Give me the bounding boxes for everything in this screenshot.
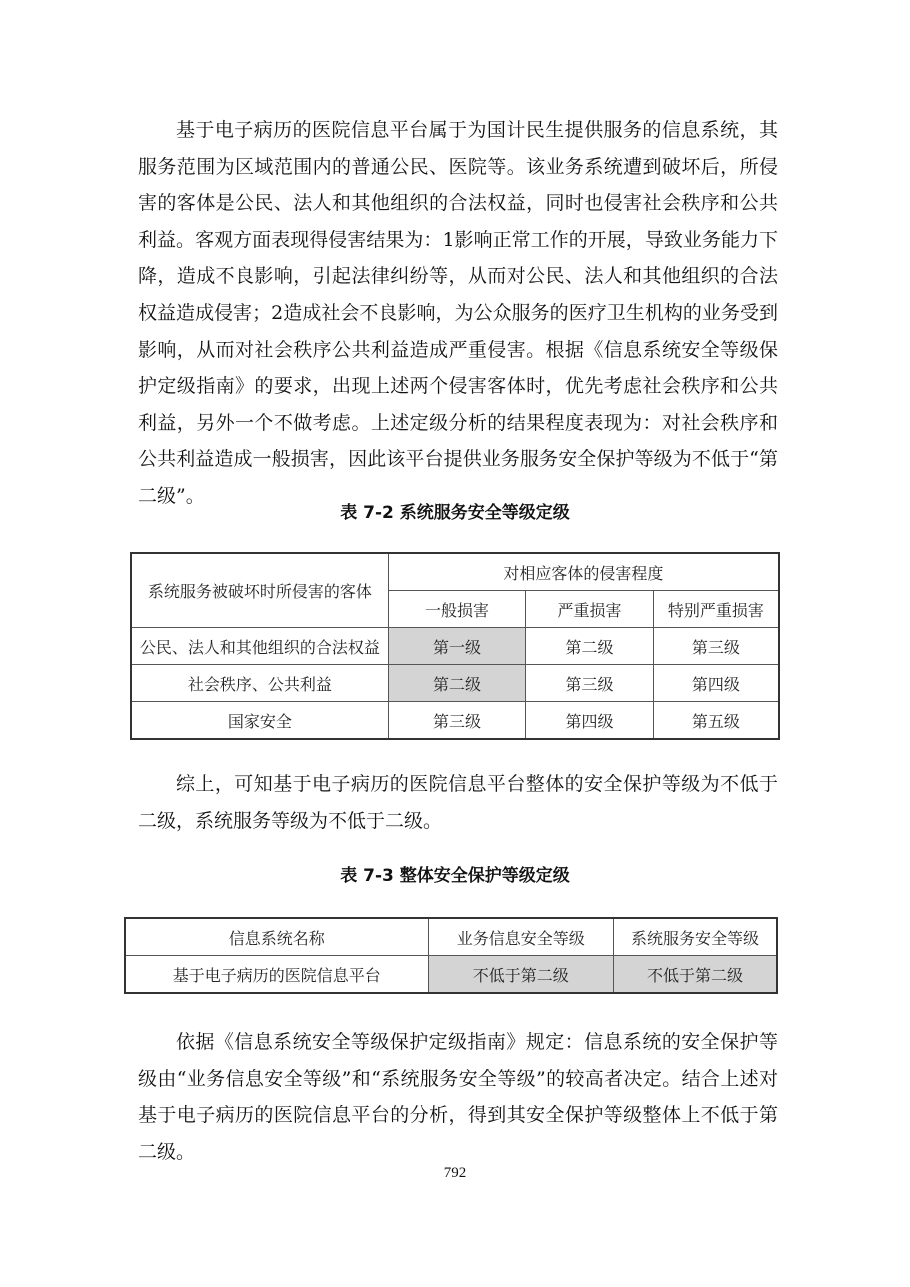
header-degree-cell: 对相应客体的侵害程度: [388, 553, 779, 591]
business-level-cell: 不低于第二级: [428, 956, 613, 994]
table-row: [131, 628, 779, 665]
intro-paragraph: 基于电子病历的医院信息平台属于为国计民生提供服务的信息系统，其服务范围为区域范围内的普通公民、医院等。该业务系统遭到破坏后，所侵害的客体是公民、法人和其他组织的合法权益，同时也侵害社会秩序和公共利益。客观方面表现得侵害结果为：1影响正常工作的开展，导致业务能力下降，造成不良影响，引起法律纠纷等，从而对公民、法人和其他组织的合法权益造成侵害；2造成社会不良影响，为公众服务的医疗卫生机构的业务受到影响，从而对社会秩序公共利益造成严重侵害。根据《信息系统安全等级保护定级指南》的要求，出现上述两个侵害客体时，优先考虑社会秩序和公共利益，另外一个不做考虑。上述定级分析的结果程度表现为：对社会秩序和公共利益造成一般损害，因此该平台提供业务服务安全保护等级为不低于“第二级”。: [138, 119, 778, 507]
table-7-3-caption: 表 7-3 整体安全保护等级定级: [340, 866, 570, 886]
row-object-cell: 公民、法人和其他组织的合法权益: [131, 628, 388, 665]
header-cell: 信息系统名称: [125, 918, 428, 956]
header-object-cell: 系统服务被破坏时所侵害的客体: [131, 553, 388, 628]
header-cell: 业务信息安全等级: [428, 918, 613, 956]
table-row: [131, 665, 779, 702]
conclusion-paragraph: 依据《信息系统安全等级保护定级指南》规定：信息系统的安全保护等级由“业务信息安全等级”和“系统服务安全等级”的较高者决定。结合上述对基于电子病历的医院信息平台的分析，得到其安全保护等级整体上不低于第二级。: [138, 1031, 778, 1163]
level-cell: 第四级: [526, 702, 654, 740]
level-cell: 第二级: [526, 628, 654, 665]
service-level-cell: 不低于第二级: [613, 956, 777, 994]
level-cell: 第四级: [653, 665, 779, 702]
table-7-2-caption: 表 7-2 系统服务安全等级定级: [340, 503, 570, 523]
level-cell: 第一级: [388, 628, 526, 665]
row-object-cell: 社会秩序、公共利益: [131, 665, 388, 702]
table-row: [131, 702, 779, 740]
level-cell: 第三级: [526, 665, 654, 702]
header-cell: 系统服务安全等级: [613, 918, 777, 956]
row-object-cell: 国家安全: [131, 702, 388, 740]
page-number: 792: [443, 1165, 467, 1181]
overall-security-level-table: [124, 917, 778, 994]
table-header-row: [131, 553, 779, 591]
level-cell: 第二级: [388, 665, 526, 702]
table-header-row: [125, 918, 777, 956]
subheader-cell: 特别严重损害: [653, 591, 779, 628]
table-row: [125, 956, 777, 994]
subheader-cell: 一般损害: [388, 591, 526, 628]
summary-paragraph: 综上，可知基于电子病历的医院信息平台整体的安全保护等级为不低于二级，系统服务等级为不低于二级。: [138, 773, 778, 832]
service-security-level-table: [130, 552, 780, 740]
system-name-cell: 基于电子病历的医院信息平台: [125, 956, 428, 994]
subheader-cell: 严重损害: [526, 591, 654, 628]
level-cell: 第三级: [653, 628, 779, 665]
level-cell: 第三级: [388, 702, 526, 740]
level-cell: 第五级: [653, 702, 779, 740]
